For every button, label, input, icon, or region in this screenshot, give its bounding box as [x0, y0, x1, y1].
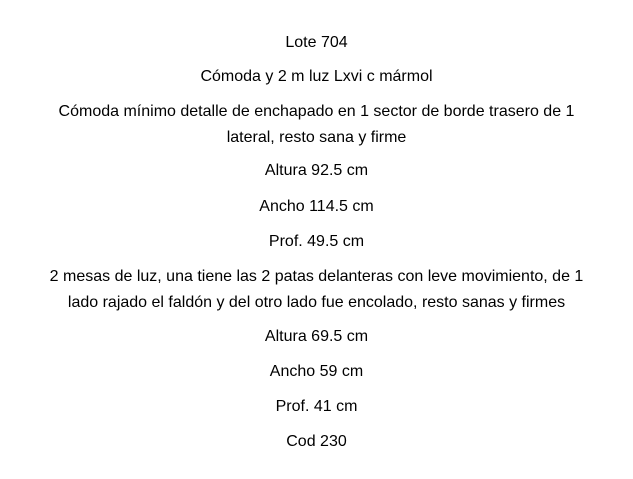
commode-height: Altura 92.5 cm	[264, 162, 369, 179]
lot-number: Lote 704	[285, 34, 348, 51]
nightstands-depth: Prof. 41 cm	[275, 398, 358, 415]
nightstands-width: Ancho 59 cm	[269, 363, 364, 380]
lot-title: Cómoda y 2 m luz Lxvi c mármol	[200, 68, 433, 85]
nightstands-description	[0, 264, 633, 316]
commode-depth: Prof. 49.5 cm	[268, 233, 365, 250]
commode-description-line-2: lateral, resto sana y firme	[226, 129, 407, 146]
nightstands-height: Altura 69.5 cm	[264, 328, 369, 345]
commode-description-line-1: Cómoda mínimo detalle de enchapado en 1 sector de borde trasero de 1	[58, 103, 575, 120]
lot-code: Cod 230	[286, 433, 347, 450]
commode-width: Ancho 114.5 cm	[259, 198, 374, 215]
nightstands-description-line-2: lado rajado el faldón y del otro lado fue encolado, resto sanas y firmes	[67, 294, 566, 311]
commode-description	[0, 99, 633, 151]
nightstands-description-line-1: 2 mesas de luz, una tiene las 2 patas delanteras con leve movimiento, de 1	[49, 268, 584, 285]
